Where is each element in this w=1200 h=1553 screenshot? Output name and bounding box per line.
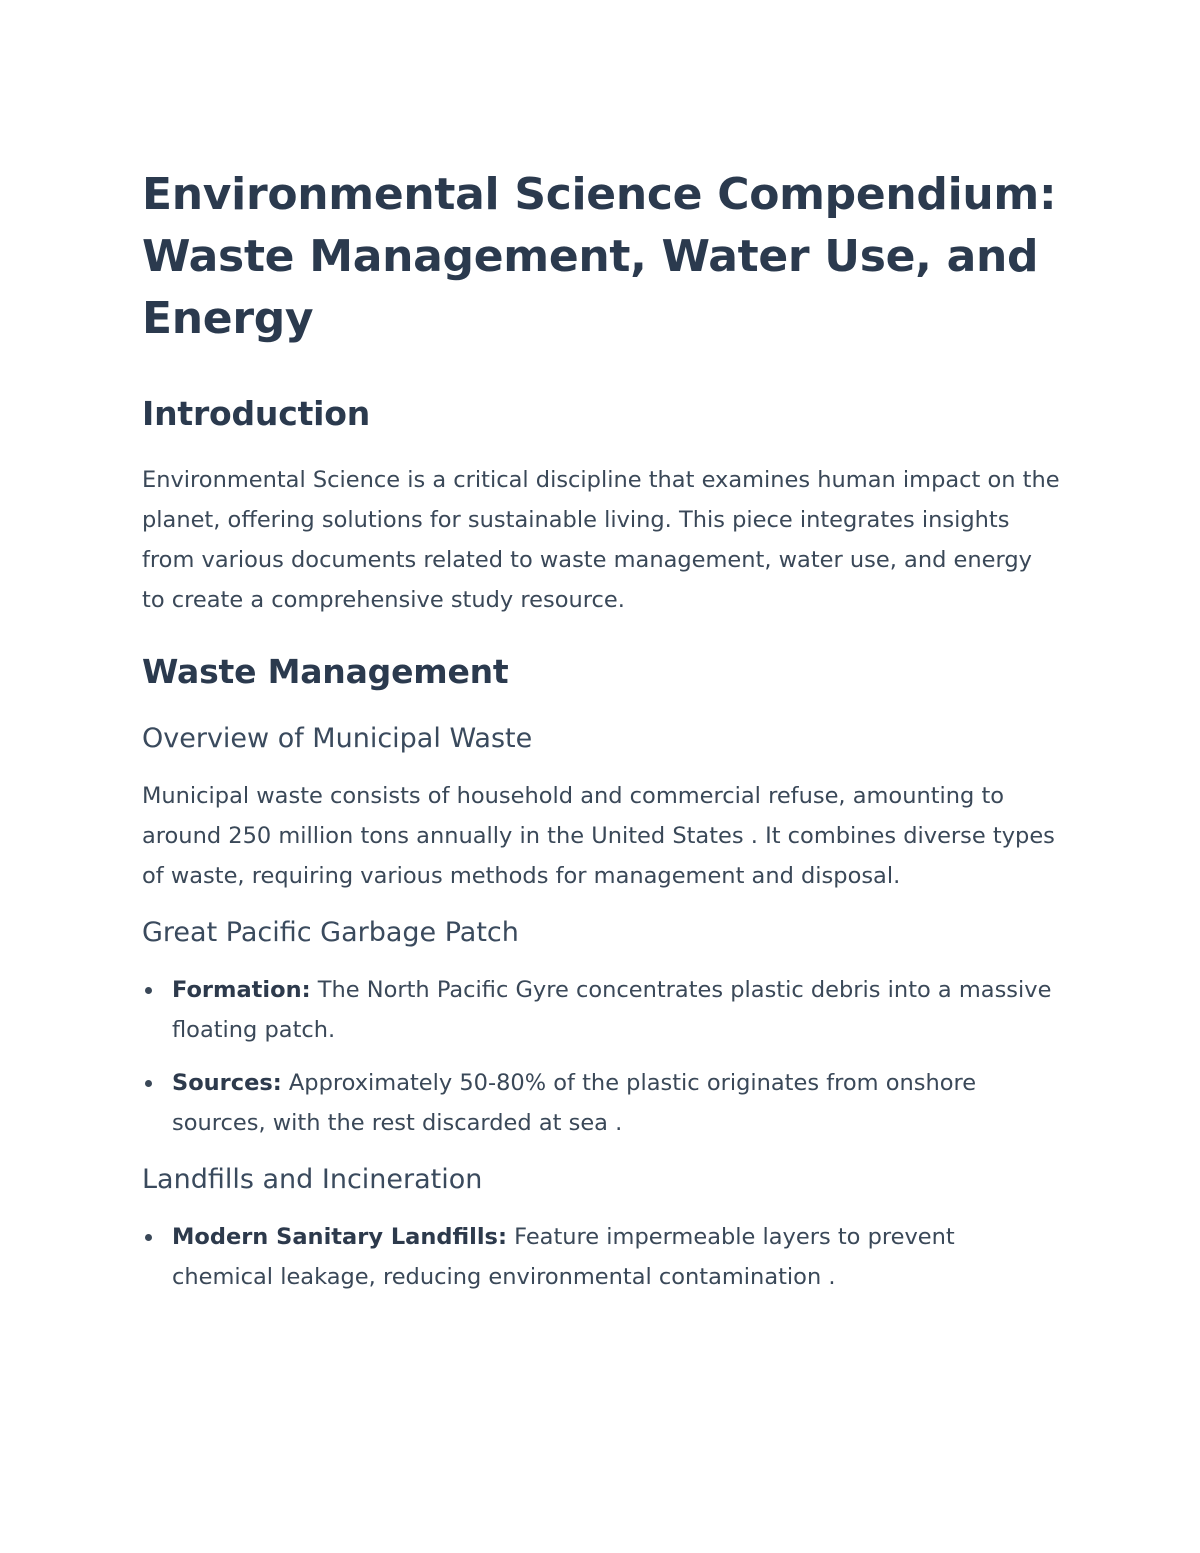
landfills-heading: Landfills and Incineration: [142, 1164, 483, 1195]
garbage-patch-heading: Great Pacific Garbage Patch: [142, 917, 519, 948]
municipal-waste-paragraph: Municipal waste consists of household and commercial refuse, amounting to around 250 million tons annually in the United States . It combines diverse types of waste, requiring various methods for management and disposal.: [142, 783, 1055, 889]
introduction-heading: Introduction: [142, 394, 371, 433]
list-item: [142, 1217, 1060, 1297]
introduction-paragraph: Environmental Science is a critical discipline that examines human impact on the planet, offering solutions for sustainable living. This piece integrates insights from various documents related to waste management, water use, and energy to create a comprehensive study resource.: [142, 467, 1060, 613]
list-item-text: The North Pacific Gyre concentrates plastic debris into a massive floating patch.: [172, 977, 1052, 1043]
landfills-list: [142, 1217, 1060, 1297]
bullet-icon: [145, 1080, 152, 1087]
list-item-term: Formation:: [172, 977, 311, 1003]
municipal-waste-heading: Overview of Municipal Waste: [142, 723, 533, 754]
list-item-term: Modern Sanitary Landfills:: [172, 1224, 507, 1250]
waste-management-heading: Waste Management: [142, 652, 509, 691]
bullet-icon: [145, 1234, 152, 1241]
document-title: Environmental Science Compendium: Waste Management, Water Use, and Energy: [142, 169, 1057, 344]
bullet-icon: [145, 987, 152, 994]
list-item: [142, 970, 1060, 1050]
list-item-term: Sources:: [172, 1070, 282, 1096]
garbage-patch-list: [142, 970, 1060, 1143]
list-item-text: Feature impermeable layers to prevent chemical leakage, reducing environmental contamination .: [172, 1224, 955, 1290]
list-item: [142, 1063, 1060, 1143]
list-item-text: Approximately 50-80% of the plastic originates from onshore sources, with the rest discarded at sea .: [172, 1070, 977, 1136]
